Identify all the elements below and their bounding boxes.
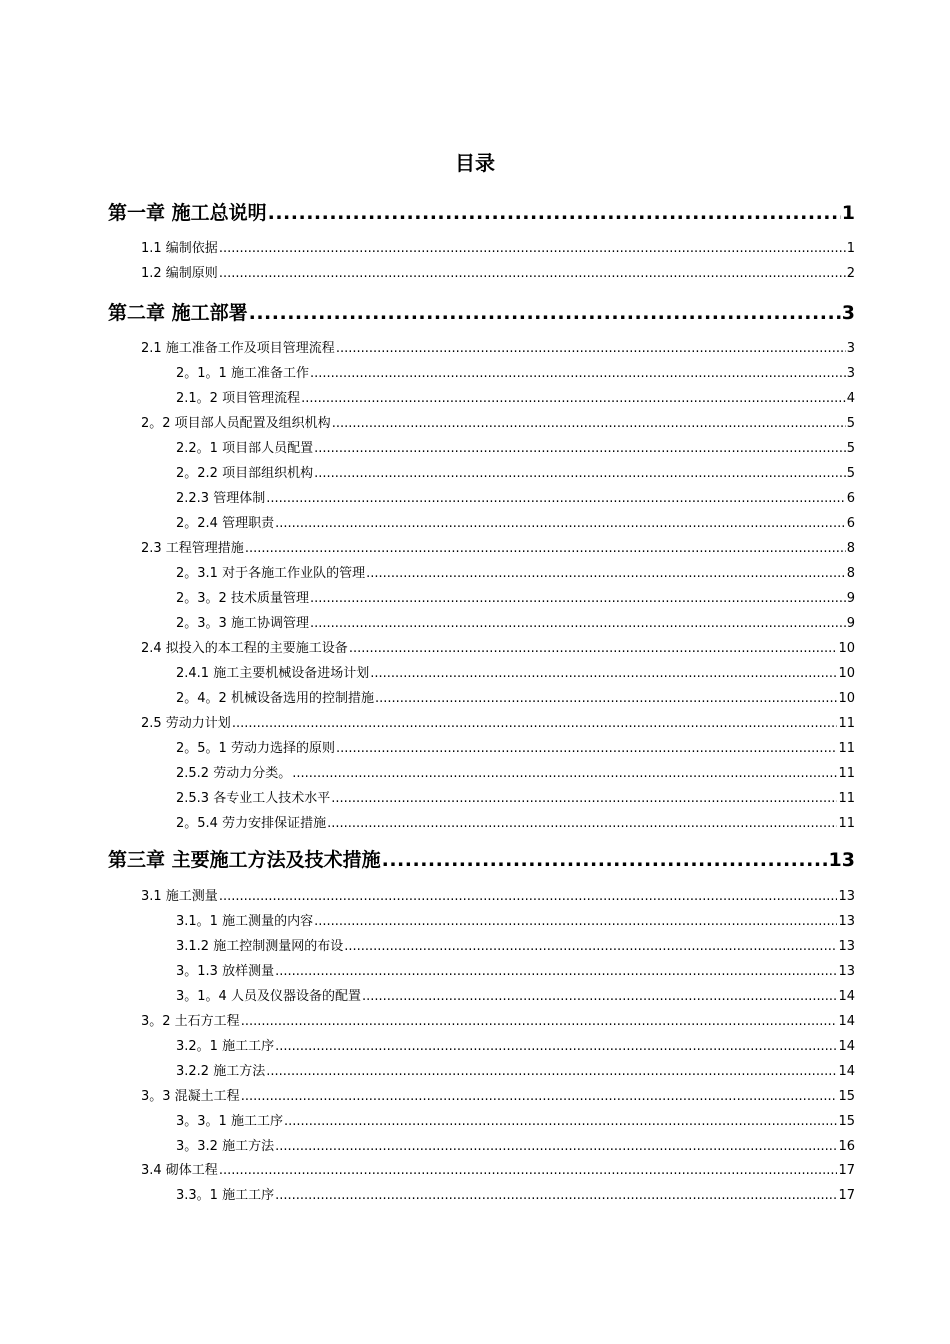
toc-chapter-entry[interactable] (108, 300, 855, 326)
toc-entry[interactable] (141, 1013, 855, 1031)
toc-entry-label: 1.2 编制原则 (141, 266, 218, 281)
toc-entry[interactable] (141, 340, 855, 358)
toc-entry-label: 第一章 施工总说明 (108, 202, 267, 224)
toc-entry-page-number: 13 (838, 939, 855, 954)
toc-entry-page-number: 8 (846, 566, 855, 581)
toc-entry-label: 2.1 施工准备工作及项目管理流程 (141, 341, 335, 356)
dot-leader (331, 790, 837, 808)
toc-entry[interactable] (176, 963, 855, 981)
toc-entry-label: 3.1 施工测量 (141, 889, 218, 904)
toc-entry[interactable] (176, 765, 855, 783)
toc-entry[interactable] (176, 988, 855, 1006)
toc-entry-page-number: 3 (846, 366, 855, 381)
toc-entry[interactable] (176, 815, 855, 833)
toc-entry[interactable] (141, 415, 855, 433)
toc-entry-page-number: 9 (846, 616, 855, 631)
toc-entry[interactable] (176, 465, 855, 483)
dot-leader (284, 1113, 838, 1131)
toc-chapter-entry[interactable] (108, 847, 855, 873)
toc-entry-label: 3.4 砌体工程 (141, 1163, 218, 1178)
toc-entry[interactable] (176, 615, 855, 633)
dot-leader (292, 765, 837, 783)
toc-entry-page-number: 13 (838, 914, 855, 929)
toc-entry-label: 2.2。1 项目部人员配置 (176, 441, 314, 456)
toc-entry-page-number: 4 (846, 391, 855, 406)
dot-leader (332, 415, 846, 433)
toc-entry-page-number: 16 (838, 1139, 855, 1154)
toc-entry-page-number: 10 (838, 691, 855, 706)
toc-entry[interactable] (141, 888, 855, 906)
toc-entry-page-number: 15 (838, 1089, 855, 1104)
toc-entry-label: 3.3。1 施工工序 (176, 1188, 275, 1203)
toc-entry-label: 3.2。1 施工工序 (176, 1039, 275, 1054)
toc-entry-label: 2。5。1 劳动力选择的原则 (176, 741, 335, 756)
toc-entry-page-number: 11 (838, 816, 855, 831)
dot-leader (336, 740, 838, 758)
toc-entry-page-number: 5 (846, 416, 855, 431)
toc-entry-page-number: 11 (838, 791, 855, 806)
toc-entry-page-number: 1 (841, 202, 855, 224)
toc-entry[interactable] (176, 665, 855, 683)
toc-entry[interactable] (176, 1187, 855, 1205)
dot-leader (268, 200, 841, 226)
toc-entry-label: 2。3。3 施工协调管理 (176, 616, 309, 631)
toc-entry[interactable] (176, 390, 855, 408)
toc-entry-page-number: 13 (828, 849, 855, 871)
toc-entry-label: 3。1.3 放样测量 (176, 964, 275, 979)
toc-entry[interactable] (176, 790, 855, 808)
toc-entry-page-number: 9 (846, 591, 855, 606)
toc-entry-page-number: 17 (838, 1188, 855, 1203)
toc-entry-label: 2.4 拟投入的本工程的主要施工设备 (141, 641, 348, 656)
dot-leader (336, 340, 846, 358)
toc-entry-label: 3.1。1 施工测量的内容 (176, 914, 314, 929)
toc-entry-label: 2.5.3 各专业工人技术水平 (176, 791, 331, 806)
toc-entry-page-number: 8 (846, 541, 855, 556)
toc-entry-page-number: 1 (846, 241, 855, 256)
toc-entry-page-number: 11 (838, 716, 855, 731)
toc-entry-label: 2。3。2 技术质量管理 (176, 591, 309, 606)
dot-leader (344, 938, 837, 956)
toc-entry-label: 3。1。4 人员及仪器设备的配置 (176, 989, 361, 1004)
toc-entry[interactable] (176, 913, 855, 931)
toc-entry-page-number: 2 (846, 266, 855, 281)
toc-entry-page-number: 3 (846, 341, 855, 356)
dot-leader (370, 665, 837, 683)
dot-leader (310, 590, 846, 608)
toc-entry[interactable] (176, 515, 855, 533)
dot-leader (219, 240, 846, 258)
toc-entry-page-number: 13 (838, 889, 855, 904)
toc-entry[interactable] (176, 490, 855, 508)
toc-entry-label: 2.5 劳动力计划 (141, 716, 231, 731)
dot-leader (327, 815, 837, 833)
toc-entry[interactable] (141, 715, 855, 733)
toc-entry[interactable] (176, 590, 855, 608)
toc-entry[interactable] (141, 265, 855, 283)
toc-entry-page-number: 14 (838, 989, 855, 1004)
dot-leader (266, 490, 846, 508)
dot-leader (375, 690, 838, 708)
toc-entry-label: 2.4.1 施工主要机械设备进场计划 (176, 666, 370, 681)
toc-entry-label: 第二章 施工部署 (108, 302, 248, 324)
toc-entry-page-number: 6 (846, 516, 855, 531)
dot-leader (241, 1088, 838, 1106)
toc-entry-page-number: 10 (838, 666, 855, 681)
dot-leader (219, 888, 838, 906)
dot-leader (249, 300, 841, 326)
dot-leader (275, 1187, 837, 1205)
dot-leader (314, 465, 846, 483)
dot-leader (275, 1038, 837, 1056)
toc-entry[interactable] (176, 740, 855, 758)
toc-entry-label: 1.1 编制依据 (141, 241, 218, 256)
toc-entry-label: 3。2 土石方工程 (141, 1014, 240, 1029)
toc-entry-label: 第三章 主要施工方法及技术措施 (108, 849, 381, 871)
toc-entry[interactable] (176, 440, 855, 458)
dot-leader (275, 515, 846, 533)
toc-entry-page-number: 5 (846, 441, 855, 456)
toc-entry-label: 2。3.1 对于各施工作业队的管理 (176, 566, 366, 581)
toc-entry[interactable] (176, 1063, 855, 1081)
dot-leader (314, 913, 837, 931)
toc-entry-label: 3.2.2 施工方法 (176, 1064, 266, 1079)
toc-entry[interactable] (141, 640, 855, 658)
toc-entry-label: 2。2 项目部人员配置及组织机构 (141, 416, 331, 431)
toc-entry[interactable] (176, 690, 855, 708)
toc-entry-label: 3。3 混凝土工程 (141, 1089, 240, 1104)
dot-leader (349, 640, 838, 658)
toc-entry-label: 3.1.2 施工控制测量网的布设 (176, 939, 344, 954)
toc-title: 目录 (455, 151, 495, 175)
toc-entry-page-number: 11 (838, 741, 855, 756)
dot-leader (366, 565, 846, 583)
toc-entry[interactable] (141, 240, 855, 258)
dot-leader (232, 715, 838, 733)
toc-chapter-entry[interactable] (108, 200, 855, 226)
toc-entry-label: 2。4。2 机械设备选用的控制措施 (176, 691, 374, 706)
toc-entry-label: 2.5.2 劳动力分类。 (176, 766, 292, 781)
dot-leader (382, 847, 828, 873)
toc-entry[interactable] (176, 938, 855, 956)
toc-entry-page-number: 10 (838, 641, 855, 656)
toc-entry-label: 3。3.2 施工方法 (176, 1139, 275, 1154)
toc-entry-page-number: 17 (838, 1163, 855, 1178)
toc-entry-page-number: 14 (838, 1064, 855, 1079)
toc-entry-page-number: 3 (841, 302, 855, 324)
toc-entry-label: 2.1。2 项目管理流程 (176, 391, 301, 406)
toc-entry-label: 2。5.4 劳力安排保证措施 (176, 816, 327, 831)
toc-entry-label: 2。2.2 项目部组织机构 (176, 466, 314, 481)
dot-leader (245, 540, 846, 558)
dot-leader (266, 1063, 837, 1081)
toc-entry[interactable] (141, 540, 855, 558)
toc-entry-page-number: 5 (846, 466, 855, 481)
dot-leader (275, 1138, 837, 1156)
dot-leader (362, 988, 838, 1006)
toc-entry-page-number: 13 (838, 964, 855, 979)
toc-entry[interactable] (176, 565, 855, 583)
toc-entry[interactable] (176, 1113, 855, 1131)
dot-leader (219, 265, 846, 283)
toc-entry-label: 2.2.3 管理体制 (176, 491, 266, 506)
dot-leader (219, 1162, 838, 1180)
dot-leader (301, 390, 846, 408)
toc-entry-label: 2.3 工程管理措施 (141, 541, 244, 556)
dot-leader (310, 615, 846, 633)
toc-entry-page-number: 15 (838, 1114, 855, 1129)
toc-entry[interactable] (141, 1162, 855, 1180)
toc-entry[interactable] (176, 1138, 855, 1156)
dot-leader (314, 440, 846, 458)
toc-entry[interactable] (141, 1088, 855, 1106)
toc-entry-page-number: 14 (838, 1039, 855, 1054)
dot-leader (241, 1013, 838, 1031)
dot-leader (310, 365, 846, 383)
toc-entry-label: 2。2.4 管理职责 (176, 516, 275, 531)
toc-entry-label: 2。1。1 施工准备工作 (176, 366, 309, 381)
dot-leader (275, 963, 837, 981)
toc-entry-label: 3。3。1 施工工序 (176, 1114, 283, 1129)
toc-entry[interactable] (176, 1038, 855, 1056)
toc-entry-page-number: 11 (838, 766, 855, 781)
toc-entry[interactable] (176, 365, 855, 383)
toc-entry-page-number: 6 (846, 491, 855, 506)
toc-entry-page-number: 14 (838, 1014, 855, 1029)
